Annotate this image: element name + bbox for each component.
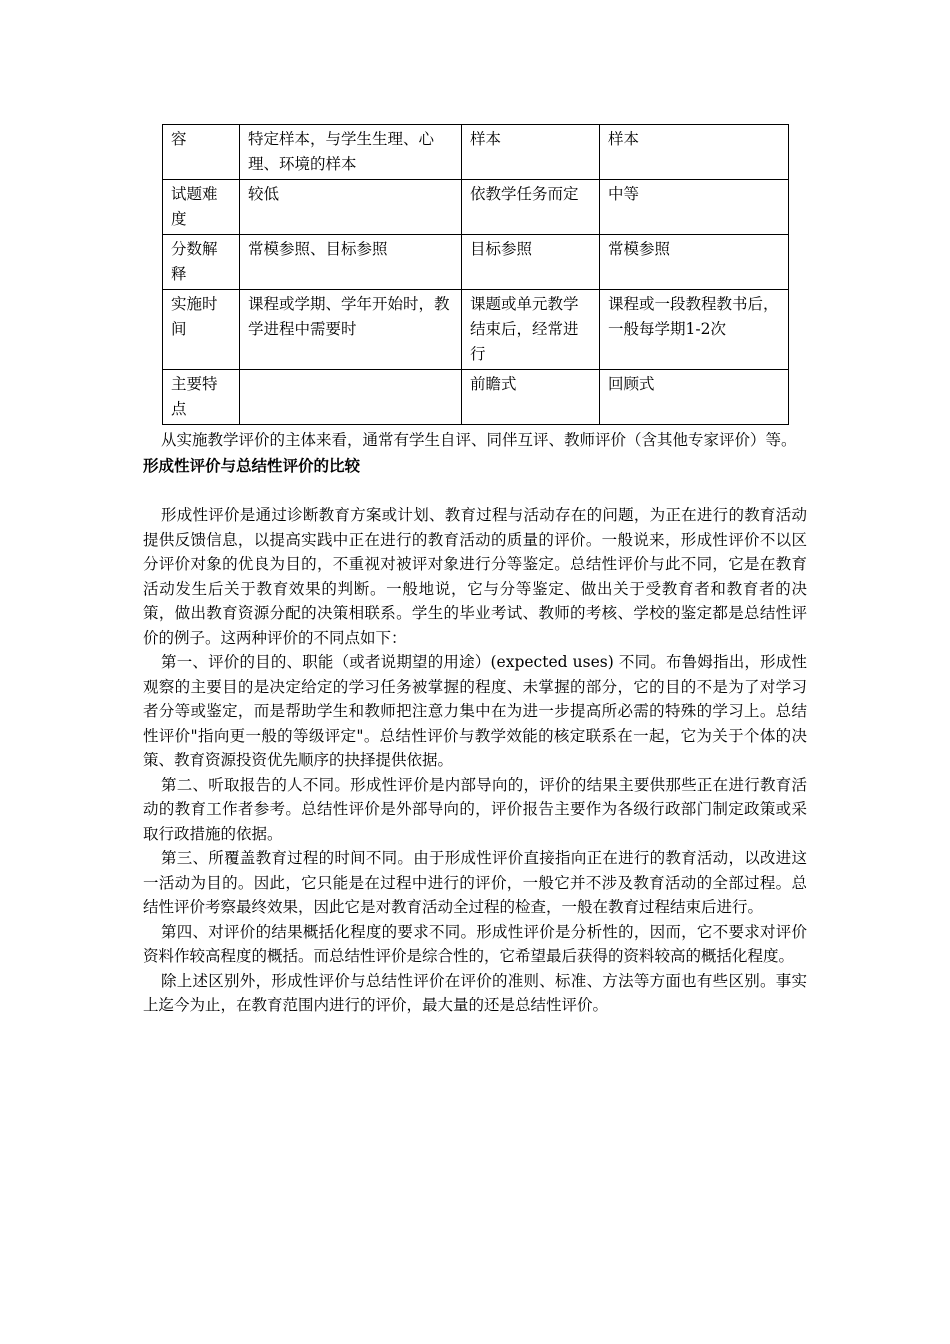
table-cell: 分数解释 [163,235,240,290]
table-cell: 依教学任务而定 [462,180,600,235]
section-heading: 形成性评价与总结性评价的比较 [143,457,361,475]
intro-text [143,428,807,453]
table-row [163,125,789,180]
table-cell: 中等 [600,180,789,235]
paragraph: 第三、所覆盖教育过程的时间不同。由于形成性评价直接指向正在进行的教育活动，以改进这一活动为目的。因此，它只能是在过程中进行的评价，一般它并不涉及教育活动的全部过程。总结性评价考察最终效果，因此它是对教育活动全过程的检查，一般在教育过程结束后进行。 [143,849,807,916]
table-cell: 试题难度 [163,180,240,235]
intro-paragraph: 从实施教学评价的主体来看，通常有学生自评、同伴互评、教师评价（含其他专家评价）等。 [161,431,797,449]
paragraph: 第四、对评价的结果概括化程度的要求不同。形成性评价是分析性的，因而，它不要求对评价资料作较高程度的概括。而总结性评价是综合性的，它希望最后获得的资料较高的概括化程度。 [143,922,807,965]
table-row [163,235,789,290]
table-cell: 实施时间 [163,290,240,370]
table-cell: 课程或一段教程教书后，一般每学期1-2次 [600,290,789,370]
table-row [163,370,789,425]
paragraph: 第一、评价的目的、职能（或者说期望的用途）(expected uses) 不同。布鲁姆指出，形成性观察的主要目的是决定给定的学习任务被掌握的程度、未掌握的部分，它的目的不是为了对学习者分等或鉴定，而是帮助学生和教师把注意力集中在为进一步提高所必需的特殊的学习上。总结性评价"指向更一般的等级评定"。总结性评价与教学效能的核定联系在一起，它为关于个体的决策、教育资源投资优先顺序的抉择提供依据。 [143,653,807,769]
table-cell: 回顾式 [600,370,789,425]
table-cell: 特定样本，与学生生理、心理、环境的样本 [240,125,462,180]
table-cell: 常模参照 [600,235,789,290]
table-cell: 较低 [240,180,462,235]
table-cell: 目标参照 [462,235,600,290]
table-cell [240,370,462,425]
paragraph: 第二、听取报告的人不同。形成性评价是内部导向的，评价的结果主要供那些正在进行教育活动的教育工作者参考。总结性评价是外部导向的，评价报告主要作为各级行政部门制定政策或采取行政措施的依据。 [143,775,807,843]
table-cell: 容 [163,125,240,180]
paragraph: 形成性评价是通过诊断教育方案或计划、教育过程与活动存在的问题，为正在进行的教育活动提供反馈信息，以提高实践中正在进行的教育活动的质量的评价。一般说来，形成性评价不以区分评价对象的优良为目的，不重视对被评对象进行分等鉴定。总结性评价与此不同，它是在教育活动发生后关于教育效果的判断。一般地说，它与分等鉴定、做出关于受教育者和教育者的决策，做出教育资源分配的决策相联系。学生的毕业考试、教师的考核、学校的鉴定都是总结性评价的例子。这两种评价的不同点如下： [143,506,807,647]
table-cell: 常模参照、目标参照 [240,235,462,290]
table-row [163,290,789,370]
table-cell: 课程或学期、学年开始时，教学进程中需要时 [240,290,462,370]
body-paragraphs [143,503,807,1018]
table-cell: 课题或单元教学结束后，经常进行 [462,290,600,370]
paragraph: 除上述区别外，形成性评价与总结性评价在评价的准则、标准、方法等方面也有些区别。事实上迄今为止，在教育范围内进行的评价，最大量的还是总结性评价。 [143,971,807,1014]
table-cell: 样本 [462,125,600,180]
table-cell: 样本 [600,125,789,180]
table-row [163,180,789,235]
evaluation-comparison-table [162,124,789,425]
table-cell: 前瞻式 [462,370,600,425]
table-cell: 主要特点 [163,370,240,425]
